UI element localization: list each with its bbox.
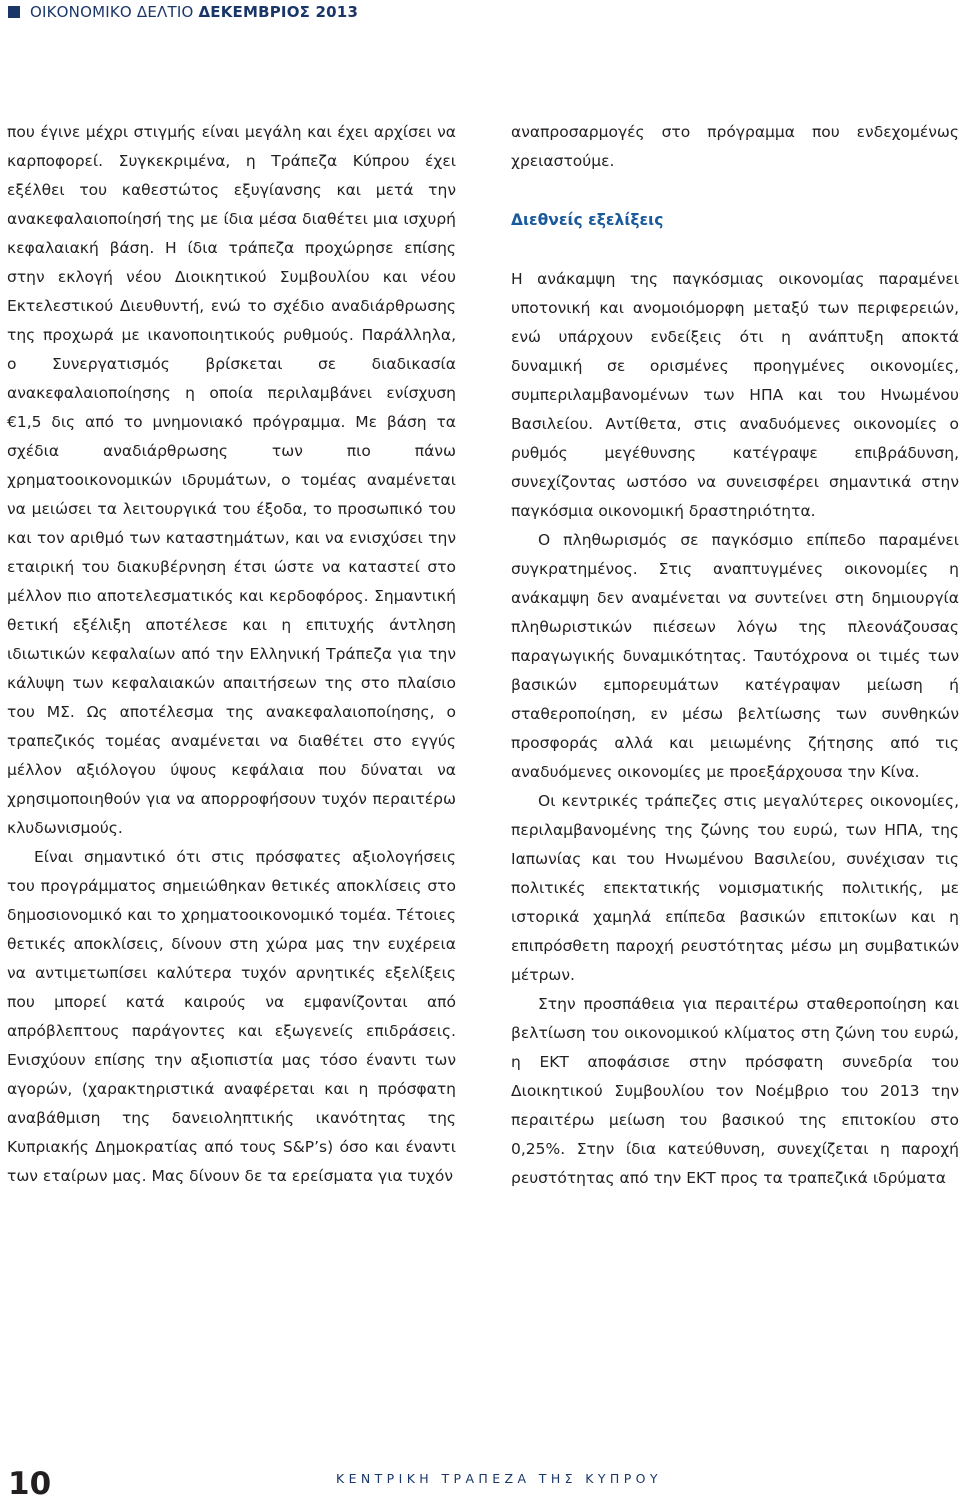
left-paragraph-2: Είναι σημαντικό ότι στις πρόσφατες αξιολογήσεις του προγράμματος σημειώθηκαν θετικές αποκλίσεις στο δημοσιονομικό και το χρηματοοικονομικό τομέα. Τέτοιες θετικές αποκλίσεις, δίνουν στη χώρα μας την ευχέρεια να αντιμετωπίσει καλύτερα τυχόν αρνητικές εξελίξεις που μπορεί κατά καιρούς να εμφανίζονται από απρόβλεπτους παράγοντες και εξωγενείς επιδράσεις. Ενισχύουν επίσης την αξιοπιστία μας τόσο έναντι των αγορών, (χαρακτηριστικά αναφέρεται και η πρόσφατη αναβάθμιση της δανειοληπτικής ικανότητας της Κυπριακής Δημοκρατίας από τους S&P’s) όσο και έναντι των εταίρων μας. Μας δίνουν δε τα ερείσματα για τυχόν — [7, 848, 456, 1185]
right-paragraph-4: Οι κεντρικές τράπεζες στις μεγαλύτερες οικονομίες, περιλαμβανομένης της ζώνης του ευρώ, των ΗΠΑ, της Ιαπωνίας και του Ηνωμένου Βασιλείου, συνέχισαν τις πολιτικές επεκτατικής νομισματικής πολιτικής, με ιστορικά χαμηλά επίπεδα βασικών επιτοκίων και η επιπρόσθετη παροχή ρευστότητας μέσω μη συμβατικών μέτρων. — [511, 792, 959, 984]
footer-publisher: ΚΕΝΤΡΙΚΗ ΤΡΑΠΕΖΑ ΤΗΣ ΚΥΠΡΟΥ — [336, 1471, 662, 1486]
header-title: ΟΙΚΟΝΟΜΙΚΟ ΔΕΛΤΙΟ ΔΕΚΕΜΒΡΙΟΣ 2013 — [30, 3, 359, 21]
section-heading: Διεθνείς εξελίξεις — [511, 211, 664, 229]
right-paragraph-5: Στην προσπάθεια για περαιτέρω σταθεροποίηση και βελτίωση του οικονομικού κλίματος στη ζώνη του ευρώ, η ΕΚΤ αποφάσισε στην πρόσφατη συνεδρία του Διοικητικού Συμβουλίου τον Νοέμβριο του 2013 την περαιτέρω μείωση του βασικού της επιτοκίου στο 0,25%. Στην ίδια κατεύθυνση, συνεχίζεται η παροχή ρευστότητας από την ΕΚΤ προς τα τραπεζικά ιδρύματα — [511, 995, 959, 1187]
right-column — [511, 118, 959, 1193]
right-paragraph-1: αναπροσαρμογές στο πρόγραμμα που ενδεχομένως χρειαστούμε. — [511, 123, 959, 170]
right-paragraph-3: Ο πληθωρισμός σε παγκόσμιο επίπεδο παραμένει συγκρατημένος. Στις αναπτυγμένες οικονομίες η ανάκαμψη δεν αναμένεται να συντείνει στη δημιουργία πληθωριστικών πιέσεων λόγω της πλεονάζουσας παραγωγικής δυναμικότητας. Ταυτόχρονα οι τιμές των βασικών εμπορευμάτων κατέγραψαν μείωση ή σταθεροποίηση, εν μέσω βελτίωσης των συνθηκών προσφοράς αλλά και μειωμένης ζήτησης από τις αναδυόμενες οικονομίες με προεξάρχουσα την Κίνα. — [511, 531, 959, 781]
header-square-icon — [8, 6, 20, 18]
left-column — [7, 118, 456, 1191]
page-number: 10 — [8, 1466, 52, 1502]
left-paragraph-1: που έγινε μέχρι στιγμής είναι μεγάλη και έχει αρχίσει να καρποφορεί. Συγκεκριμένα, η Τράπεζα Κύπρου έχει εξέλθει του καθεστώτος εξυγίανσης και μετά την ανακεφαλαιοποίησή της με ίδια μέσα διαθέτει μια ισχυρή κεφαλαιακή βάση. Η ίδια τράπεζα προχώρησε επίσης στην εκλογή νέου Διοικητικού Συμβουλίου και νέου Εκτελεστικού Διευθυντή, ενώ το σχέδιο αναδιάρθρωσης της προχωρά με ικανοποιητικούς ρυθμούς. Παράλληλα, ο Συνεργατισμός βρίσκεται σε διαδικασία ανακεφαλαιοποίησης η οποία περιλαμβάνει ενίσχυση €1,5 δις από το μνημονιακό πρόγραμμα. Με βάση τα σχέδια αναδιάρθρωσης των πιο πάνω χρηματοοικονομικών ιδρυμάτων, ο τομέας αναμένεται να μειώσει τα λειτουργικά του έξοδα, το προσωπικό του και τον αριθμό των καταστημάτων, και να ενισχύσει την εταιρική του διακυβέρνηση έτσι ώστε να καταστεί στο μέλλον πιο αποτελεσματικός και κερδοφόρος. Σημαντική θετική εξέλιξη αποτέλεσε και η επιτυχής άντληση ιδιωτικών κεφαλαίων από την Ελληνική Τράπεζα για την κάλυψη των κεφαλαιακών απαιτήσεων της στο πλαίσιο του ΜΣ. Ως αποτέλεσμα της ανακεφαλαιοποίησης, ο τραπεζικός τομέας αναμένεται να διαθέτει στο εγγύς μέλλον αξιόλογου ύψους κεφάλαια που δύναται να χρησιμοποιηθούν για να απορροφήσουν τυχόν περαιτέρω κλυδωνισμούς. — [7, 123, 456, 837]
page-header — [8, 2, 358, 22]
right-paragraph-2: Η ανάκαμψη της παγκόσμιας οικονομίας παραμένει υποτονική και ανομοιόμορφη μεταξύ των περιφερειών, ενώ υπάρχουν ενδείξεις ότι η ανάπτυξη αποκτά δυναμική σε ορισμένες προηγμένες οικονομίες, συμπεριλαμβανομένων των ΗΠΑ και του Ηνωμένου Βασιλείου. Αντίθετα, στις αναδυόμενες οικονομίες ο ρυθμός μεγέθυνσης κατέγραψε επιβράδυνση, συνεχίζοντας ωστόσο να συνεισφέρει σημαντικά στην παγκόσμια οικονομική δραστηριότητα. — [511, 270, 959, 520]
